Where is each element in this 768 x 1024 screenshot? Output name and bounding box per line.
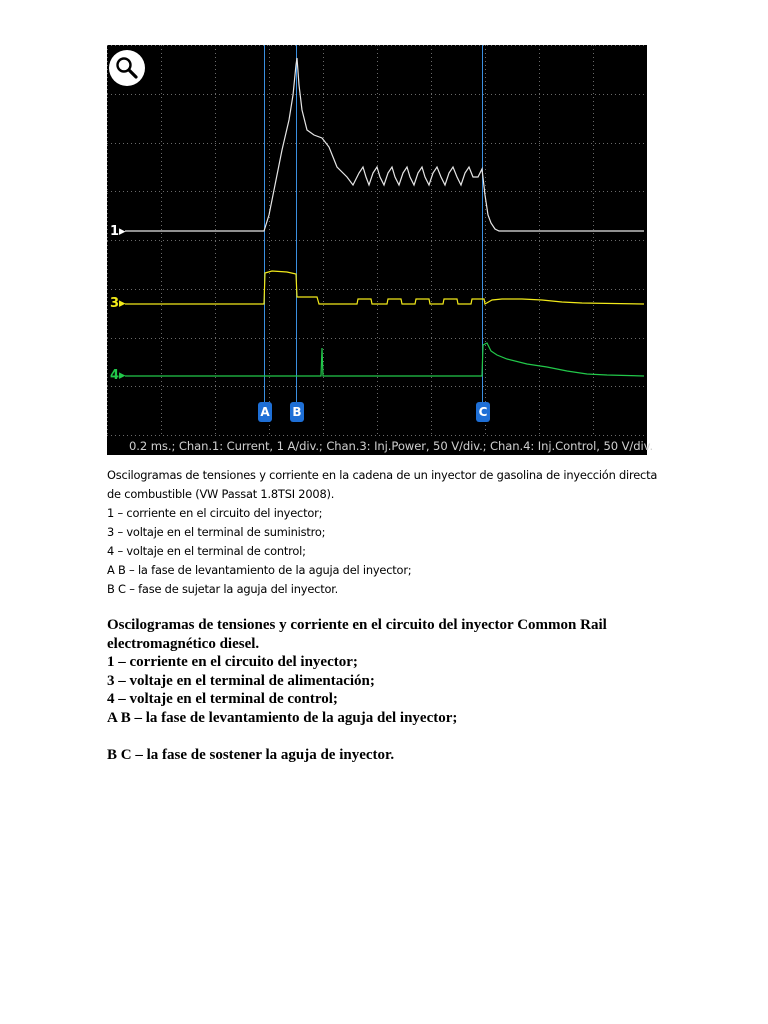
caption-line: de combustible (VW Passat 1.8TSI 2008). (107, 487, 335, 501)
channel-4-label: 4 (110, 368, 120, 383)
caption-line: 1 – corriente en el circuito del inyector; (107, 506, 323, 520)
body-line: A B – la fase de levantamiento de la aguja del inyector; (107, 709, 458, 726)
body-line: B C – la fase de sostener la aguja de inyector. (107, 746, 395, 763)
caption-line: A B – la fase de levantamiento de la aguja del inyector; (107, 563, 412, 577)
channel-3-label: 3 (110, 296, 120, 311)
body-line: Oscilogramas de tensiones y corriente en el circuito del inyector Common Rail (107, 617, 607, 633)
body-line: electromagnético diesel. (107, 635, 260, 652)
caption-line: 3 – voltaje en el terminal de suministro; (107, 525, 326, 539)
magnifier-icon (109, 50, 145, 86)
oscilloscope-screenshot (107, 45, 654, 455)
arrow-right-icon: ▸ (119, 224, 126, 239)
body-line: 3 – voltaje en el terminal de alimentación; (107, 672, 375, 689)
channel-1-marker[interactable] (110, 225, 126, 239)
caption-line: 4 – voltaje en el terminal de control; (107, 544, 306, 558)
oscilloscope-traces (107, 45, 647, 455)
ch3-power-trace (125, 271, 644, 304)
cursor-a-marker[interactable]: A (258, 402, 272, 422)
body-line: 4 – voltaje en el terminal de control; (107, 691, 338, 707)
grid (107, 45, 647, 436)
status-bar: 0.2 ms.; Chan.1: Current, 1 A/div.; Chan.3: Inj.Power, 50 V/div.; Chan.4: Inj.Control, 50 V/div. (129, 439, 654, 453)
channel-3-marker[interactable] (110, 297, 126, 311)
arrow-right-icon: ▸ (119, 368, 126, 383)
body-line: 1 – corriente en el circuito del inyector; (107, 654, 358, 670)
ch4-control-trace (125, 343, 644, 376)
arrow-right-icon: ▸ (119, 296, 126, 311)
figure-caption (107, 466, 667, 599)
zoom-button[interactable] (109, 50, 145, 86)
paragraph-gap (107, 727, 667, 746)
ch1-current-trace (125, 58, 644, 231)
channel-4-marker[interactable] (110, 369, 126, 383)
caption-line: Oscilogramas de tensiones y corriente en la cadena de un inyector de gasolina de inyección directa (107, 468, 658, 482)
caption-line: B C – fase de sujetar la aguja del inyector. (107, 582, 339, 596)
channel-1-label: 1 (110, 224, 120, 239)
body-text (107, 616, 667, 764)
cursor-b-marker[interactable]: B (290, 402, 304, 422)
cursor-c-marker[interactable]: C (476, 402, 490, 422)
